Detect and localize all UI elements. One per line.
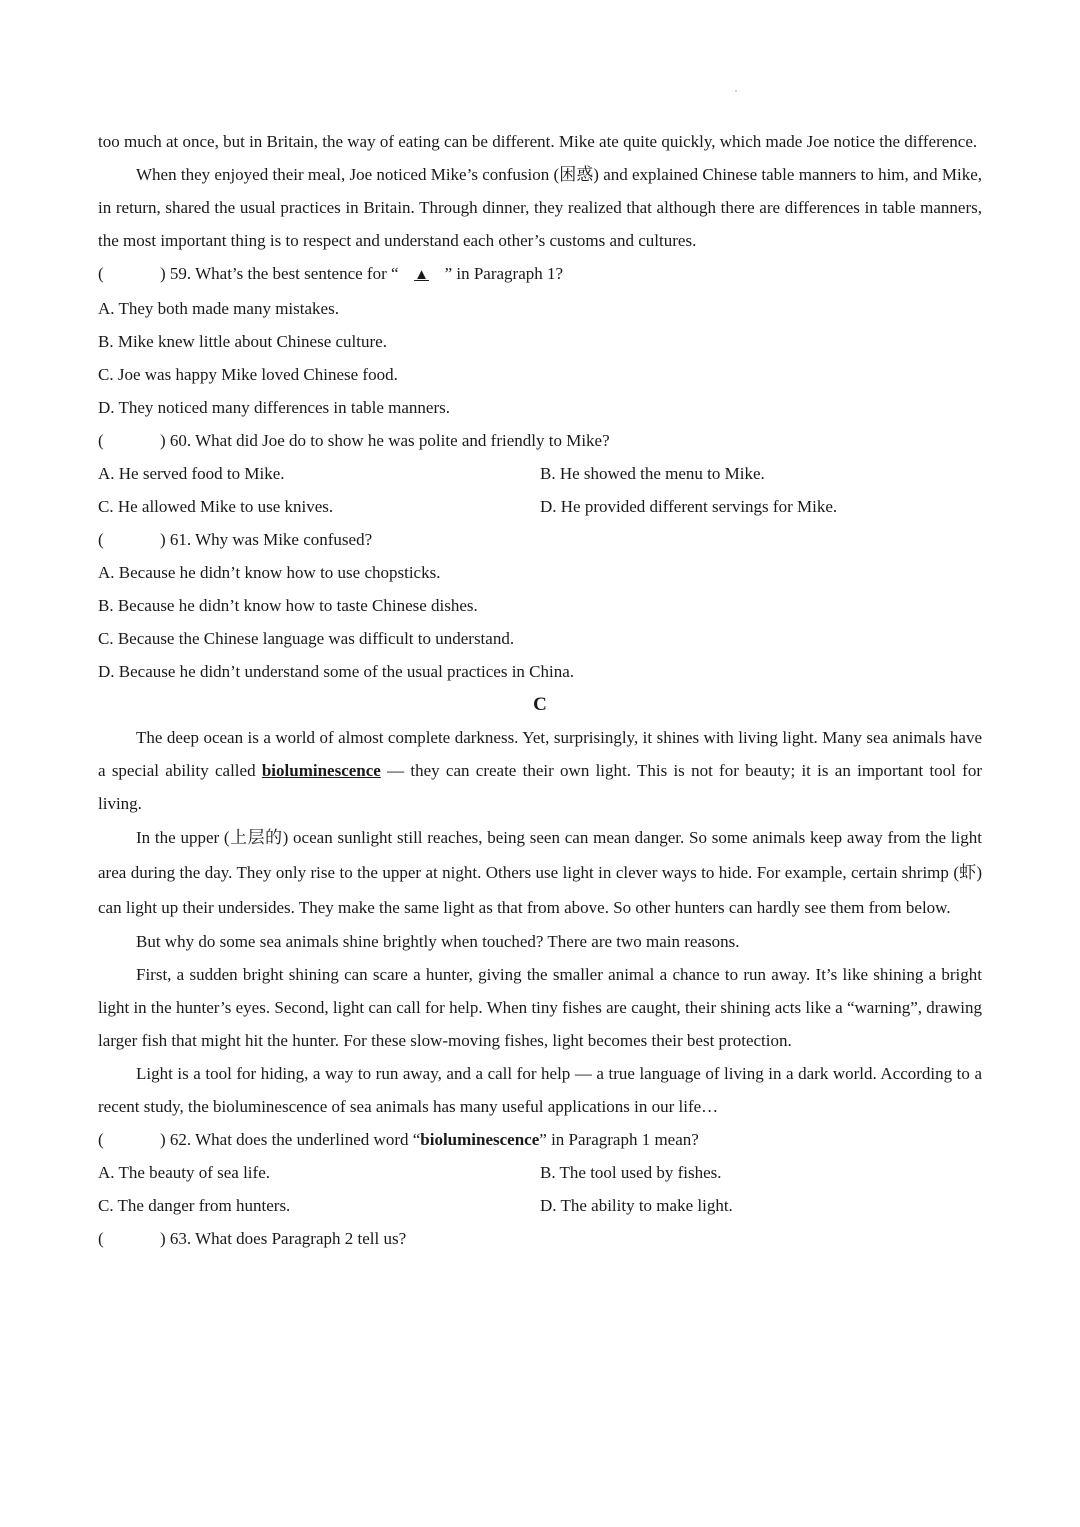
question-62: [98, 1123, 982, 1156]
options-62-row-2: [98, 1189, 982, 1222]
option-59-b: B. Mike knew little about Chinese culture.: [98, 332, 387, 351]
option-62-c: C. The danger from hunters.: [98, 1196, 291, 1215]
section-c-paragraph-5: Light is a tool for hiding, a way to run away, and a call for help — a true language of living in a dark world. According to a recent study, the bioluminescence of sea animals has many useful applications in our life…: [98, 1064, 982, 1116]
section-c-paragraph-3: But why do some sea animals shine brightly when touched? There are two main reasons.: [136, 932, 740, 951]
question-59-blank: ▲: [414, 267, 429, 283]
answer-bracket[interactable]: (: [98, 530, 104, 549]
option-60-c: C. He allowed Mike to use knives.: [98, 497, 334, 516]
options-62-row-1: [98, 1156, 982, 1189]
scan-speck: [735, 90, 737, 92]
section-c-paragraph-2: In the upper (上层的) ocean sunlight still reaches, being seen can mean danger. So some animals keep away from the light area during the day. They only rise to the upper at night. Others use light in clever ways to hide. For example, certain shrimp (虾) can light up their undersides. They make the same light as that from above. So other hunters can hardly see them from below.: [98, 828, 982, 917]
option-61-d: D. Because he didn’t understand some of the usual practices in China.: [98, 662, 575, 681]
answer-bracket[interactable]: (: [98, 1229, 104, 1248]
question-63-text: ) 63. What does Paragraph 2 tell us?: [160, 1229, 407, 1248]
passage-b-paragraph-end: too much at once, but in Britain, the way of eating can be different. Mike ate quite quickly, which made Joe notice the difference.: [98, 132, 978, 151]
options-60-row-1: [98, 457, 982, 490]
question-60-text: ) 60. What did Joe do to show he was polite and friendly to Mike?: [160, 431, 610, 450]
question-62-keyword: bioluminescence: [420, 1130, 540, 1149]
question-61: [98, 523, 982, 556]
options-60-row-2: [98, 490, 982, 523]
section-c-title: C: [533, 694, 547, 715]
option-62-b: B. The tool used by fishes.: [540, 1163, 722, 1182]
document-page: [98, 125, 982, 1255]
question-59-suffix: ” in Paragraph 1?: [444, 264, 564, 283]
question-59: [98, 257, 982, 292]
section-c-p1-start: The deep ocean is a world of almost complete darkness. Yet, surprisingly, it shines with living light. Many sea animals have a special ability called: [98, 728, 982, 780]
answer-bracket[interactable]: (: [98, 431, 104, 450]
passage-b-paragraph-last: When they enjoyed their meal, Joe noticed Mike’s confusion (困惑) and explained Chinese table manners to him, and Mike, in return, shared the usual practices in Britain. Through dinner, they realized that although there are differences in table manners, the most important thing is to respect and understand each other’s customs and cultures.: [98, 165, 982, 250]
section-c-p1-end: — they can create their own light. This is not for beauty; it is an important tool for living.: [98, 761, 982, 813]
question-62-suffix: ” in Paragraph 1 mean?: [539, 1130, 699, 1149]
option-59-c: C. Joe was happy Mike loved Chinese food.: [98, 365, 398, 384]
option-60-a: A. He served food to Mike.: [98, 464, 285, 483]
option-59-a: A. They both made many mistakes.: [98, 299, 339, 318]
option-60-b: B. He showed the menu to Mike.: [540, 464, 765, 483]
question-63: [98, 1222, 982, 1255]
section-c-paragraph-4: First, a sudden bright shining can scare a hunter, giving the smaller animal a chance to run away. It’s like shining a bright light in the hunter’s eyes. Second, light can call for help. When tiny fishes are caught, their shining acts like a “warning”, drawing larger fish that might hit the hunter. For these slow-moving fishes, light becomes their best protection.: [98, 965, 982, 1050]
option-61-a: A. Because he didn’t know how to use chopsticks.: [98, 563, 441, 582]
question-59-prefix: ) 59. What’s the best sentence for “: [160, 264, 399, 283]
option-59-d: D. They noticed many differences in table manners.: [98, 398, 451, 417]
keyword-bioluminescence: bioluminescence: [261, 761, 381, 780]
question-61-text: ) 61. Why was Mike confused?: [160, 530, 373, 549]
option-60-d: D. He provided different servings for Mike.: [540, 497, 838, 516]
section-c-paragraph-1: [98, 721, 982, 820]
question-60: [98, 424, 982, 457]
option-61-b: B. Because he didn’t know how to taste Chinese dishes.: [98, 596, 478, 615]
option-62-a: A. The beauty of sea life.: [98, 1163, 270, 1182]
option-61-c: C. Because the Chinese language was difficult to understand.: [98, 629, 515, 648]
answer-bracket[interactable]: (: [98, 264, 104, 283]
option-62-d: D. The ability to make light.: [540, 1196, 733, 1215]
question-62-prefix: ) 62. What does the underlined word “: [160, 1130, 421, 1149]
answer-bracket[interactable]: (: [98, 1130, 104, 1149]
